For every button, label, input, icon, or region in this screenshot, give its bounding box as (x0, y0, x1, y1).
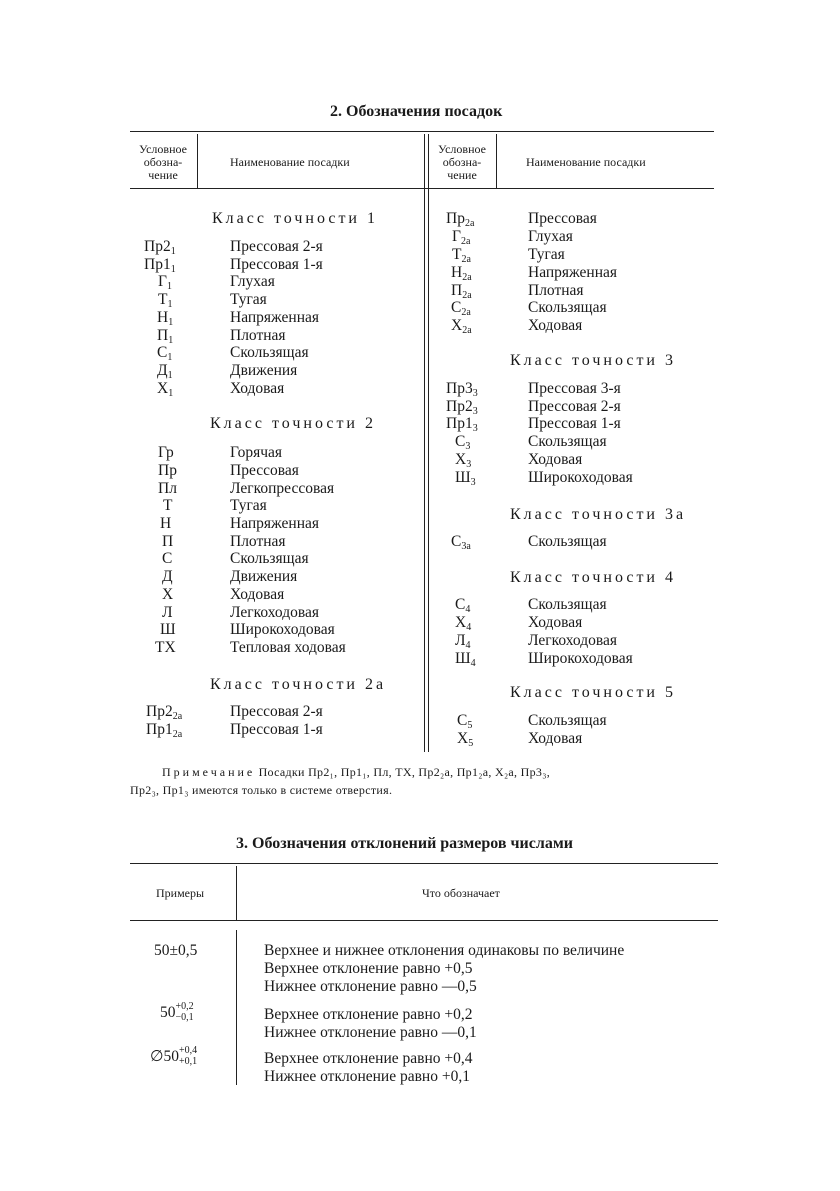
table-row: Напряженная (230, 515, 320, 532)
table-row: $Н_1$ (157, 309, 174, 328)
table-row: Скользящая (528, 433, 607, 450)
table3-top-rule (130, 863, 718, 864)
table-row: $Пр2_{2а}$ (146, 703, 183, 722)
table-row: Нижнее отклонение равно +0,1 (264, 1068, 470, 1085)
table-row: $С_4$ (455, 596, 471, 615)
table-row: $С_1$ (157, 344, 173, 363)
table-row: С (162, 550, 173, 567)
table-row: Тугая (230, 497, 267, 514)
note-label: Примечание (162, 765, 256, 779)
table-row: $Х_{2а}$ (451, 317, 472, 336)
example-value: 50±0,5 (154, 942, 198, 959)
note-text-line1: Посадки Пр2₁, Пр1₁, Пл, ТХ, Пр2₂а, Пр1₂а, Х₂а, Пр3₃, (258, 765, 551, 779)
table-row: Плотная (230, 327, 286, 344)
table2-divider-double-a (424, 134, 425, 752)
table-row: Л (162, 604, 173, 621)
table-row: Прессовая 2-я (230, 238, 323, 255)
table-row: $Г_1$ (158, 273, 172, 292)
table-row: Нижнее отклонение равно —0,5 (264, 978, 477, 995)
table-row: $Д_1$ (157, 362, 173, 381)
table-row: П (162, 533, 174, 550)
table-row: Ходовая (528, 730, 583, 747)
table-row: $Т_{2а}$ (452, 246, 471, 265)
table-row: Широкоходовая (528, 650, 633, 667)
table-row: $Х_3$ (455, 451, 472, 470)
table2-divider-right (496, 134, 497, 188)
table-row: Н (160, 515, 172, 532)
table-row: Ходовая (528, 614, 583, 631)
table-row: $Л_4$ (455, 632, 471, 651)
class-heading-2: Класс точности 2 (210, 415, 376, 432)
table-row: $Пр3_3$ (446, 380, 478, 399)
table-row: Пл (158, 480, 177, 497)
table-row: Глухая (230, 273, 275, 290)
table-row: Скользящая (528, 712, 607, 729)
table-row: Напряженная (230, 309, 320, 326)
table-row: Плотная (230, 533, 286, 550)
table-row: $Т_1$ (158, 291, 173, 310)
table-row: Прессовая 1-я (230, 721, 323, 738)
table-row: Легкоходовая (230, 604, 319, 621)
table-row: $Пр_{2а}$ (446, 210, 475, 229)
table-row: Прессовая (528, 210, 597, 227)
table-row: Прессовая (230, 462, 299, 479)
table-row: Ходовая (230, 380, 285, 397)
class-heading-2a: Класс точности 2а (210, 676, 387, 693)
table-row: Ходовая (230, 586, 285, 603)
table-row: Тугая (230, 291, 267, 308)
table2-title: 2. Обозначения посадок (330, 103, 503, 120)
class-heading-3: Класс точности 3 (510, 352, 676, 369)
table-row: $Пр2_1$ (144, 238, 176, 257)
table-row: Прессовая 1-я (230, 256, 323, 273)
example-value: 50 +0,2 −0,1 (160, 1001, 194, 1023)
table2-note (162, 765, 550, 780)
table-row: $П_1$ (157, 327, 174, 346)
table-row: Горячая (230, 444, 283, 461)
table3-title: 3. Обозначения отклонений размеров числами (236, 835, 573, 852)
table-row: Верхнее отклонение равно +0,2 (264, 1006, 473, 1023)
table-row: Верхнее отклонение равно +0,4 (264, 1050, 473, 1067)
table-row: $С_{3а}$ (451, 533, 471, 552)
class-heading-5: Класс точности 5 (510, 684, 676, 701)
table-row: ТХ (155, 639, 176, 656)
table-row: $Пр1_1$ (144, 256, 176, 275)
table-row: Скользящая (528, 299, 607, 316)
table-row: $Х_4$ (455, 614, 472, 633)
table-row: Легкоходовая (528, 632, 617, 649)
table-row: $С_{2а}$ (451, 299, 471, 318)
table-row: Движения (230, 568, 298, 585)
table-row: $Пр1_3$ (446, 415, 478, 434)
table2-top-rule (130, 131, 714, 132)
table-row: $Ш_3$ (455, 469, 476, 488)
table-row: Ходовая (528, 317, 583, 334)
table-row: Ш (160, 621, 176, 638)
table-row: Тугая (528, 246, 565, 263)
table-row: $Пр1_{2а}$ (146, 721, 183, 740)
table-row: $Ш_4$ (455, 650, 476, 669)
table3-header-examples: Примеры (156, 886, 205, 900)
table-row: Широкоходовая (230, 621, 335, 638)
table-row: Скользящая (230, 550, 309, 567)
table2-header-rule (130, 188, 714, 189)
table3-header-meaning: Что обозначает (422, 886, 500, 900)
class-heading-3a: Класс точности 3а (510, 506, 687, 523)
table-row: Х (162, 586, 174, 603)
table-row: Ходовая (528, 451, 583, 468)
table-row: Широкоходовая (528, 469, 633, 486)
table2-divider-left (197, 134, 198, 188)
table3-divider-body (236, 930, 237, 1085)
table-row: $Х_1$ (157, 380, 174, 399)
table-row: Глухая (528, 228, 573, 245)
table-row: Верхнее и нижнее отклонения одинаковы по величине (264, 942, 625, 959)
table-row: $Н_{2а}$ (451, 264, 472, 283)
table-row: Гр (158, 444, 174, 461)
table-row: Прессовая 1-я (528, 415, 621, 432)
table-row: $С_5$ (457, 712, 473, 731)
table2-header-code-right: Условное обозна- чение (438, 142, 486, 182)
table-row: Пр (158, 462, 177, 479)
class-heading-4: Класс точности 4 (510, 569, 676, 586)
table2-divider-double-b (428, 134, 429, 752)
table-row: $Пр2_3$ (446, 398, 478, 417)
table-row: Д (162, 568, 173, 585)
table-row: Легкопрессовая (230, 480, 335, 497)
table-row: Напряженная (528, 264, 618, 281)
table-row: $П_{2а}$ (451, 282, 472, 301)
table-row: Плотная (528, 282, 584, 299)
table-row: Прессовая 3-я (528, 380, 621, 397)
table-row: Тепловая ходовая (230, 639, 346, 656)
table-row: Скользящая (528, 596, 607, 613)
table3-header-rule (130, 920, 718, 921)
table-row: Скользящая (230, 344, 309, 361)
table2-header-code-left: Условное обозна- чение (139, 142, 187, 182)
class-heading-1: Класс точности 1 (212, 210, 378, 227)
table-row: Движения (230, 362, 298, 379)
table-row: $Х_5$ (457, 730, 474, 749)
table-row: Скользящая (528, 533, 607, 550)
table2-header-name-left: Наименование посадки (230, 155, 350, 169)
table-row: Прессовая 2-я (528, 398, 621, 415)
table-row: Прессовая 2-я (230, 703, 323, 720)
table-row: $С_3$ (455, 433, 471, 452)
table3-divider-header (236, 866, 237, 920)
table2-header-name-right: Наименование посадки (526, 155, 646, 169)
example-value: ∅50 +0,4 +0,1 (150, 1045, 198, 1067)
table-row: Нижнее отклонение равно —0,1 (264, 1024, 477, 1041)
table-row: Т (163, 497, 173, 514)
table2-note-line2: Пр2₃, Пр1₃ имеются только в системе отверстия. (130, 783, 393, 797)
table-row: Верхнее отклонение равно +0,5 (264, 960, 473, 977)
table-row: $Г_{2а}$ (452, 228, 471, 247)
